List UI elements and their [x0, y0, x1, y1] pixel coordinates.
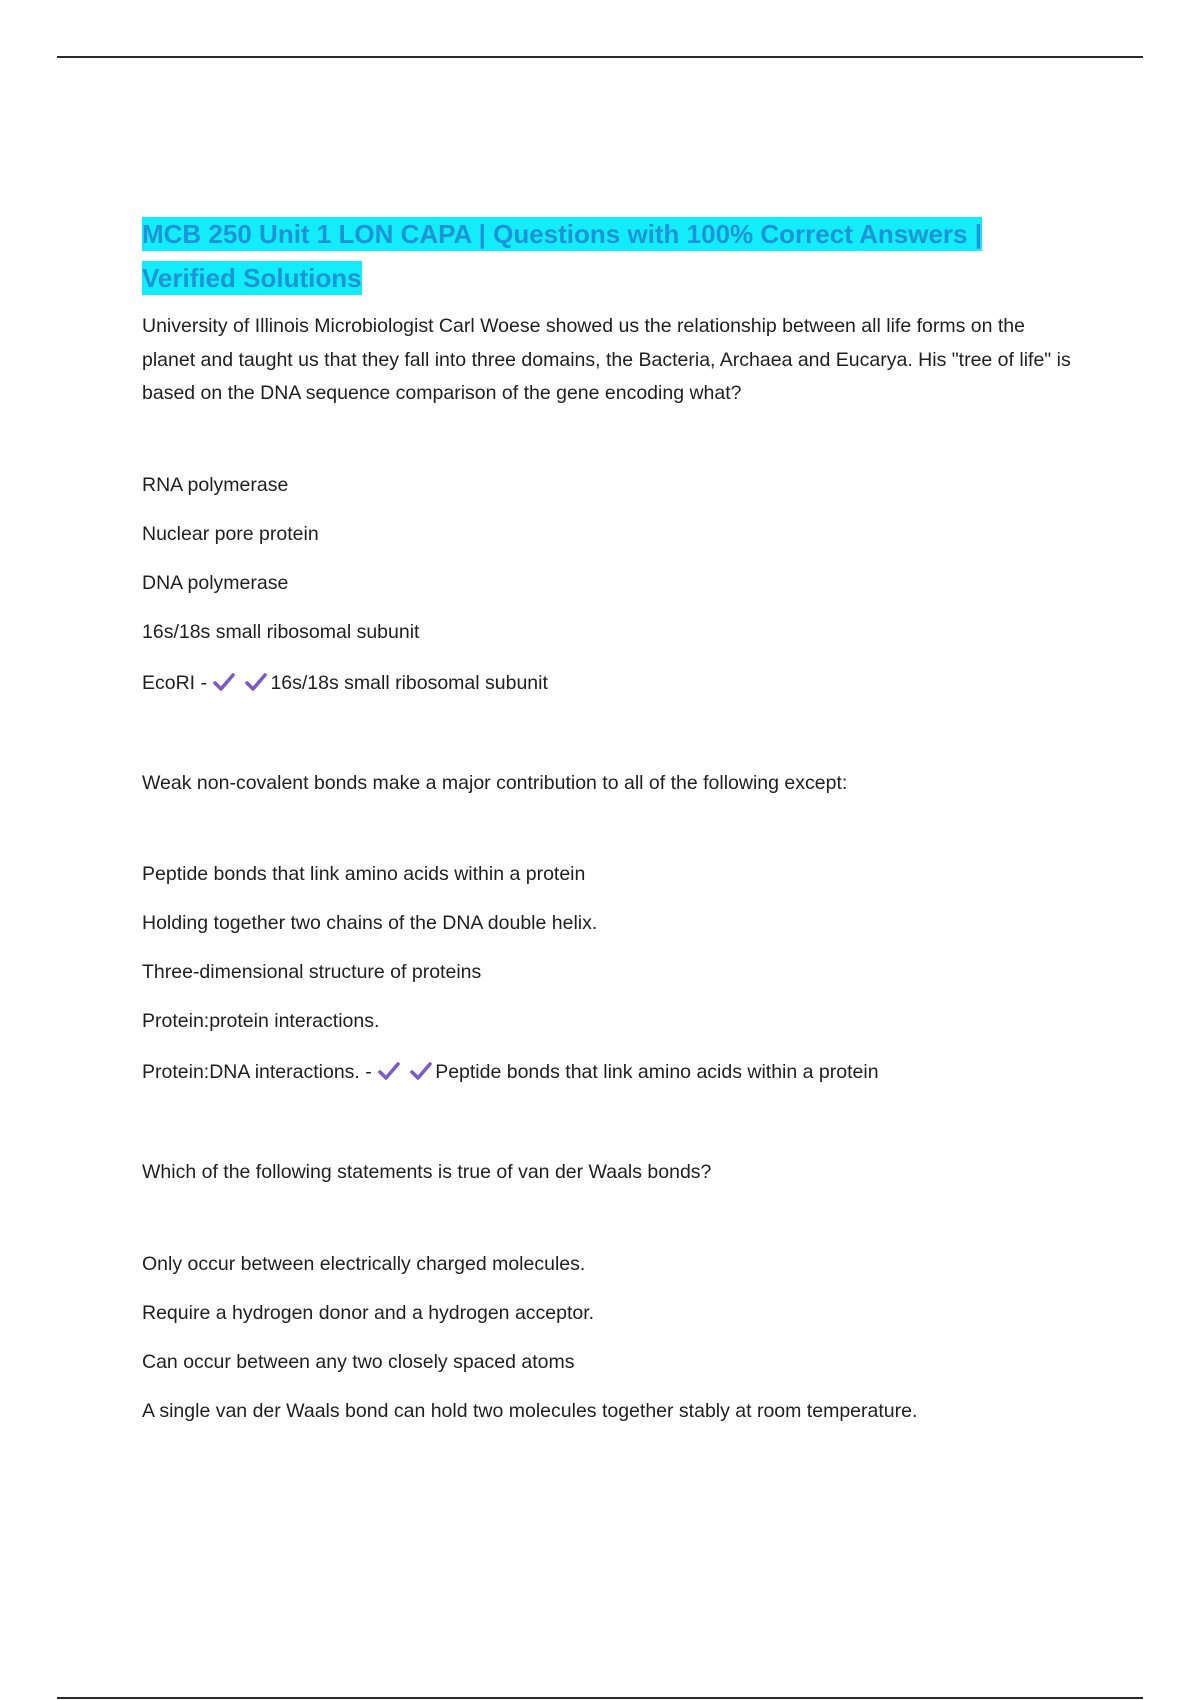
question-3-prompt: Which of the following statements is true of van der Waals bonds?	[142, 1161, 712, 1183]
question-1-answer-line	[142, 669, 1072, 697]
question-3-option-1: Only occur between electrically charged molecules.	[142, 1252, 586, 1275]
question-1-option-5: EcoRI -	[142, 671, 208, 694]
footer-rule	[57, 1697, 1143, 1699]
question-3-option-3: Can occur between any two closely spaced atoms	[142, 1350, 575, 1373]
header-rule	[57, 56, 1143, 58]
question-1-option-4: 16s/18s small ribosomal subunit	[142, 620, 420, 643]
question-1	[142, 310, 1072, 697]
checkmark-icon	[377, 1060, 401, 1082]
document-body	[142, 212, 1072, 1448]
title-highlight: MCB 250 Unit 1 LON CAPA | Questions with 100% Correct Answers | Verified Solutions	[142, 219, 982, 293]
document-title	[142, 212, 1072, 300]
question-2-option-2: Holding together two chains of the DNA double helix.	[142, 912, 598, 934]
question-1-option-3: DNA polymerase	[142, 571, 289, 594]
question-1-option-1: RNA polymerase	[142, 473, 289, 496]
question-2-correct-answer: Peptide bonds that link amino acids within a protein	[435, 1061, 879, 1083]
question-1-prompt: University of Illinois Microbiologist Carl Woese showed us the relationship between all life forms on the planet and taught us that they fall into three domains, the Bacteria, Archaea and Eucarya. His "tree of life" is based on the DNA sequence comparison of the gene encoding what?	[142, 315, 1071, 404]
question-3-option-4: A single van der Waals bond can hold two molecules together stably at room temperature.	[142, 1399, 918, 1422]
question-2	[142, 767, 1072, 1087]
question-3-option-2: Require a hydrogen donor and a hydrogen acceptor.	[142, 1301, 595, 1324]
checkmark-icon	[409, 1060, 433, 1082]
question-2-prompt: Weak non-covalent bonds make a major contribution to all of the following except:	[142, 771, 848, 794]
question-2-option-4: Protein:protein interactions.	[142, 1010, 380, 1032]
question-2-option-5: Protein:DNA interactions. -	[142, 1061, 372, 1083]
question-2-option-1: Peptide bonds that link amino acids within a protein	[142, 863, 586, 885]
checkmark-icon	[244, 671, 268, 693]
question-1-correct-answer: 16s/18s small ribosomal subunit	[270, 671, 548, 694]
question-2-answer-line	[142, 1058, 1072, 1086]
question-2-option-3: Three-dimensional structure of proteins	[142, 961, 482, 983]
checkmark-icon	[212, 671, 236, 693]
question-1-option-2: Nuclear pore protein	[142, 522, 319, 545]
question-3	[142, 1156, 1072, 1424]
